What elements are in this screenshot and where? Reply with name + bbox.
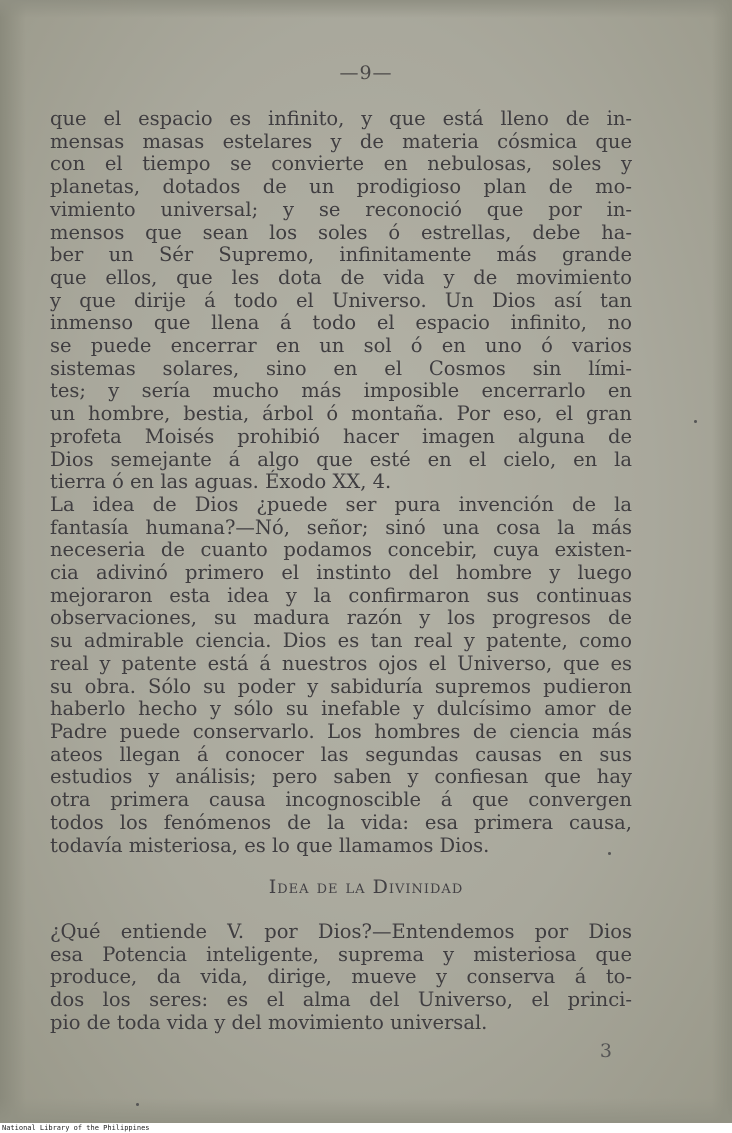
library-footer: National Library of the Philippines [2,1124,150,1132]
text-line: ber un Sér Supremo, infinitamente más grande [50,243,632,267]
page-shadow-left [0,0,26,1123]
text-line: inmenso que llena á todo el espacio infinito, no [50,311,632,335]
paragraph-idea-de-dios [50,494,632,857]
text-line: esa Potencia inteligente, suprema y misteriosa que [50,942,632,966]
text-line: que ellos, que les dota de vida y de movimiento [50,265,632,289]
text-line: un hombre, bestia, árbol ó montaña. Por eso, el gran [50,402,632,426]
text-line: fantasía humana?—Nó, señor; sinó una cosa la más [50,515,632,539]
text-line: dos los seres: es el alma del Universo, el princi- [50,988,632,1012]
text-line: vimiento universal; y se reconoció que por in- [50,197,632,221]
text-line: todos los fenómenos de la vida: esa primera causa, [50,810,632,834]
text-line: ¿Qué entiende V. por Dios?—Entendemos por Dios [50,920,632,943]
text-line: con el tiempo se convierte en nebulosas, soles y [50,152,632,176]
body-text-lower [50,921,632,1035]
page-shadow-top [0,0,732,18]
text-line: todavía misteriosa, es lo que llamamos Dios. [50,833,490,857]
text-line: y que dirije á todo el Universo. Un Dios así tan [50,288,632,312]
text-line: tes; y sería mucho más imposible encerrarlo en [50,379,632,403]
text-line: Padre puede conservarlo. Los hombres de ciencia más [50,719,632,743]
page-shadow-bottom [0,1098,732,1123]
text-line: su admirable ciencia. Dios es tan real y patente, como [50,629,632,653]
signature-mark: 3 [599,1040,612,1062]
text-line: se puede encerrar en un sol ó en uno ó varios [50,334,632,358]
text-line: planetas, dotados de un prodigioso plan de mo- [50,175,632,199]
page-shadow-right [712,0,732,1123]
section-heading: Idea de la Divinidad [268,876,464,898]
body-text-upper [50,108,632,857]
text-line: profeta Moisés prohibió hacer imagen alguna de [50,424,632,448]
text-line: pio de toda vida y del movimiento universal. [50,1010,488,1034]
text-line: La idea de Dios ¿puede ser pura invención de la [50,492,632,516]
paragraph-que-entiende [50,921,632,1035]
text-line: ateos llegan á conocer las segundas causas en sus [50,742,632,766]
text-line: produce, da vida, dirige, mueve y conserva á to- [50,965,632,989]
text-line: cia adivinó primero el instinto del hombre y luego [50,561,632,585]
text-line: que el espacio es infinito, y que está lleno de in- [50,107,632,130]
text-line: mensos que sean los soles ó estrellas, debe ha- [50,220,632,244]
text-line: tierra ó en las aguas. Éxodo XX, 4. [50,470,392,494]
ink-speck [694,420,697,423]
text-line: Dios semejante á algo que esté en el cielo, en la [50,447,632,471]
ink-speck [608,852,611,855]
text-line: haberlo hecho y sólo su inefable y dulcísimo amor de [50,697,632,721]
text-line: su obra. Sólo su poder y sabiduría supremos pudieron [50,674,632,698]
text-line: mejoraron esta idea y la confirmaron sus continuas [50,583,632,607]
text-line: observaciones, su madura razón y los progresos de [50,606,632,630]
ink-speck [136,1103,139,1106]
text-line: sistemas solares, sino en el Cosmos sin lími- [50,356,632,380]
text-line: otra primera causa incognoscible á que convergen [50,788,632,812]
text-line: real y patente está á nuestros ojos el Universo, que es [50,651,632,675]
text-line: neceseria de cuanto podamos concebir, cuya existen- [50,538,632,562]
text-line: estudios y análisis; pero saben y confiesan que hay [50,765,632,789]
paragraph-espacio [50,108,632,494]
page-number: —9— [339,62,393,84]
text-line: mensas masas estelares y de materia cósmica que [50,129,632,153]
